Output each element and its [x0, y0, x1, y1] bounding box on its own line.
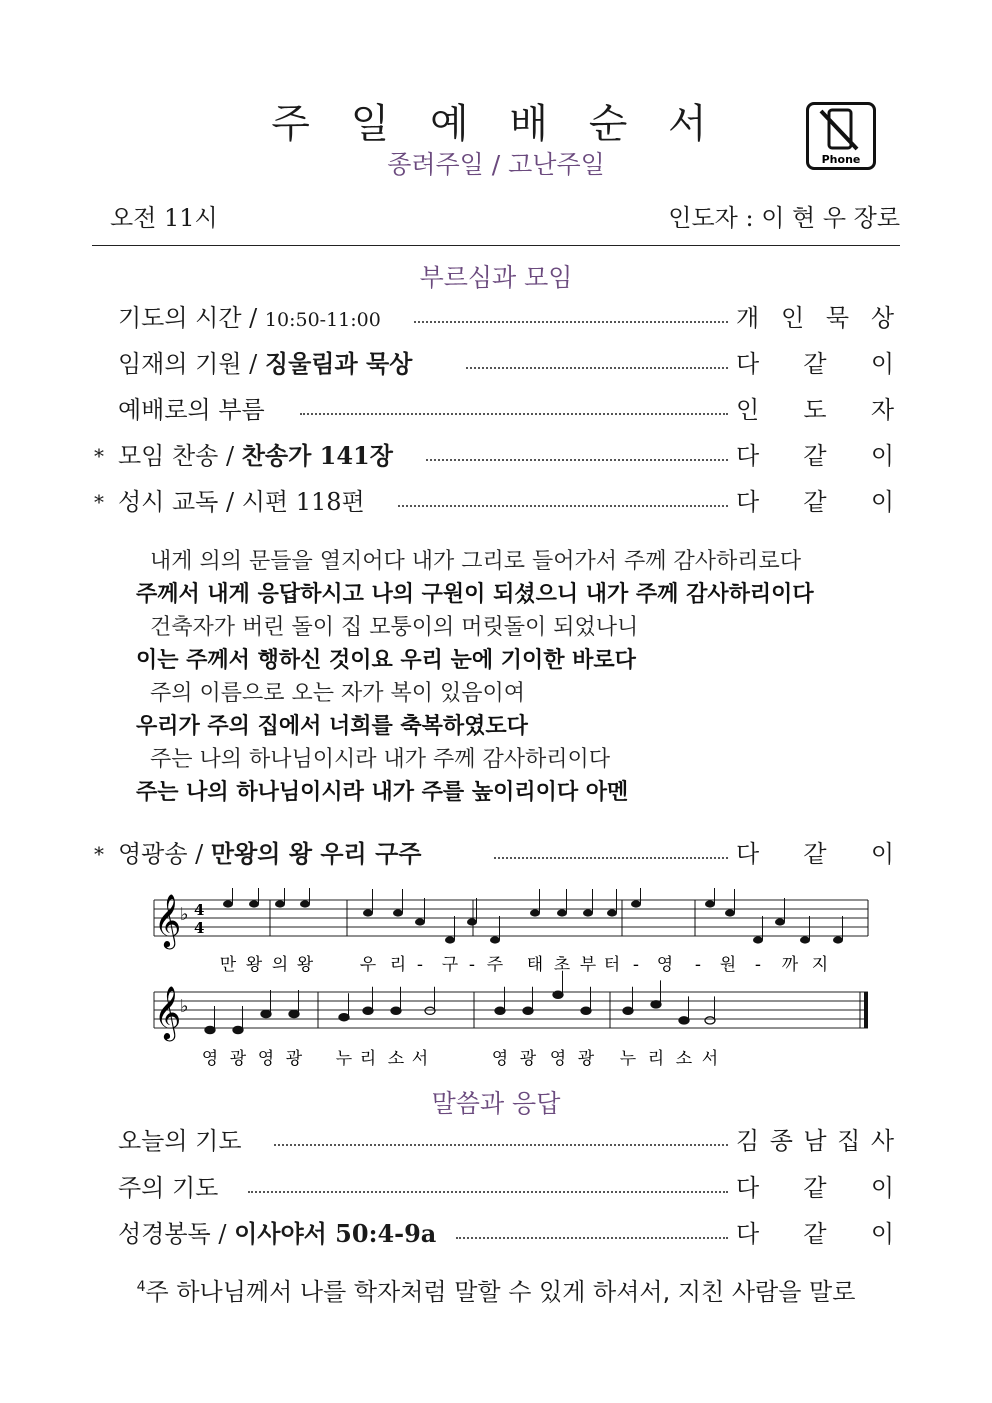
lyric-syllable: 까	[781, 955, 799, 975]
note-head	[495, 1007, 505, 1014]
note-head	[530, 909, 540, 916]
lyric-syllable: 영	[656, 955, 674, 975]
lyric-syllable: 광	[519, 1049, 537, 1069]
lyric-syllable: 만	[219, 955, 237, 975]
psalm-line: 건축자가 버린 돌이 집 모퉁이의 머릿돌이 되었나니	[150, 615, 639, 640]
order-row	[94, 1170, 900, 1206]
psalm-line-response: 우리가 주의 집에서 너희를 축복하였도다	[136, 714, 528, 739]
page-subtitle: 종려주일 / 고난주일	[387, 150, 605, 179]
section-title-gathering: 부르심과 모임	[419, 263, 573, 292]
order-row	[94, 1123, 900, 1159]
note-head	[557, 909, 567, 916]
note-head	[631, 900, 641, 907]
lyric-syllable: 왕	[296, 955, 314, 975]
leader-dots	[426, 459, 728, 461]
lyric-syllable: 리	[359, 1049, 377, 1069]
lyric-syllable: 누	[335, 1049, 353, 1069]
leader-dots	[248, 1191, 728, 1193]
note-head	[363, 909, 373, 916]
phone-label: Phone	[821, 153, 861, 166]
lyric-syllable: 리	[647, 1049, 665, 1069]
note-head	[205, 1026, 215, 1033]
treble-clef-icon: 𝄞	[154, 985, 182, 1039]
lyric-syllable: -	[468, 955, 476, 975]
order-item-performer: 다 같 이	[736, 488, 894, 516]
music-score	[150, 888, 880, 1077]
lyric-syllable: 왕	[245, 955, 263, 975]
lyric-syllable: -	[754, 955, 762, 975]
order-item-performer: 다 같 이	[736, 350, 894, 378]
leader-dots	[274, 1144, 728, 1146]
standing-mark: *	[94, 444, 104, 468]
lyric-syllable: 지	[811, 955, 829, 975]
lyric-syllable: 초	[553, 955, 571, 975]
psalm-line-response: 주는 나의 하나님이시라 내가 주를 높이리이다 아멘	[136, 780, 629, 805]
order-item-label: 기도의 시간 / 10:50-11:00	[118, 304, 381, 332]
order-item-performer: 다 같 이	[736, 1220, 894, 1248]
psalm-line: 주의 이름으로 오는 자가 복이 있음이여	[150, 681, 525, 706]
note-head	[233, 1026, 243, 1033]
lyric-syllable: 소	[675, 1049, 693, 1069]
page-title: 주 일 예 배 순 서	[271, 101, 721, 147]
order-item-performer: 김 종 남 집 사	[736, 1127, 894, 1155]
note-head	[249, 900, 259, 907]
psalm-line-response: 이는 주께서 행하신 것이요 우리 눈에 기이한 바로다	[136, 648, 636, 673]
note-head	[393, 909, 403, 916]
note-head	[363, 1007, 373, 1014]
note-head	[705, 900, 715, 907]
order-item-performer: 다 같 이	[736, 442, 894, 470]
service-time: 오전 11시	[110, 204, 218, 232]
note-head	[391, 1007, 401, 1014]
order-row	[94, 438, 900, 474]
order-item-performer: 다 같 이	[736, 1174, 894, 1202]
treble-clef-icon: 𝄞	[154, 893, 182, 947]
note-head	[679, 1017, 689, 1024]
flat-icon: ♭	[180, 996, 189, 1017]
note-head	[425, 1007, 435, 1014]
standing-mark: *	[94, 490, 104, 514]
order-item-performer: 개 인 묵 상	[736, 304, 894, 332]
lyric-syllable: 영	[201, 1049, 219, 1069]
order-row	[94, 484, 900, 520]
note-head	[223, 900, 233, 907]
note-head	[261, 1010, 271, 1017]
order-row	[94, 300, 900, 336]
scripture-reading	[0, 1272, 992, 1307]
psalm-reading	[136, 545, 896, 809]
note-head	[300, 900, 310, 907]
note-head	[581, 1007, 591, 1014]
note-head	[339, 1014, 349, 1021]
order-row	[94, 392, 900, 428]
lyric-syllable: 광	[577, 1049, 595, 1069]
note-head	[623, 1007, 633, 1014]
psalm-line: 내게 의의 문들을 열지어다 내가 그리로 들어가서 주께 감사하리로다	[150, 549, 802, 574]
order-item-label: 모임 찬송 / 찬송가 141장	[118, 441, 393, 470]
leader-dots	[414, 321, 728, 323]
note-head	[651, 1001, 661, 1008]
order-item-label: 오늘의 기도	[118, 1127, 242, 1155]
lyric-syllable: 구	[441, 955, 459, 975]
doxology-label: 영광송 / 만왕의 왕 우리 구주	[118, 839, 422, 868]
verse-number: 4	[136, 1279, 146, 1295]
lyric-syllable: 광	[229, 1049, 247, 1069]
lyric-syllable: 의	[271, 955, 289, 975]
lyric-syllable: 부	[579, 955, 597, 975]
note-head	[583, 909, 593, 916]
lyric-syllable: 영	[491, 1049, 509, 1069]
section-title-word: 말씀과 응답	[431, 1089, 561, 1118]
order-row	[94, 346, 900, 382]
doxology-row	[94, 836, 900, 872]
psalm-line-response: 주께서 내게 응답하시고 나의 구원이 되셨으니 내가 주께 감사하리이다	[136, 582, 814, 607]
lyric-syllable: 서	[411, 1049, 429, 1069]
note-head	[553, 991, 563, 998]
lyric-syllable: 영	[549, 1049, 567, 1069]
order-item-label: 성시 교독 / 시편 118편	[118, 488, 365, 516]
lyric-syllable: 우	[359, 955, 377, 975]
note-head	[523, 1007, 533, 1014]
lyric-syllable: 서	[701, 1049, 719, 1069]
lyric-syllable: 누	[619, 1049, 637, 1069]
lyric-syllable: 터	[603, 955, 621, 975]
note-head	[833, 936, 843, 943]
note-head	[275, 900, 285, 907]
order-item-label: 성경봉독 / 이사야서 50:4-9a	[118, 1219, 437, 1248]
no-phone-icon	[806, 102, 876, 170]
score-staff	[150, 888, 880, 1073]
lyric-syllable: 주	[486, 955, 504, 975]
order-item-label: 예배로의 부름	[118, 396, 265, 424]
lyric-syllable: -	[694, 955, 702, 975]
time-signature-bottom: 4	[194, 919, 205, 937]
note-head	[415, 918, 425, 925]
service-leader: 인도자 : 이 현 우 장로	[668, 204, 900, 232]
leader-dots	[300, 413, 728, 415]
leader-dots	[494, 857, 728, 859]
order-item-label: 주의 기도	[118, 1174, 219, 1202]
note-head	[753, 936, 763, 943]
note-head	[775, 918, 785, 925]
verse-text: 주 하나님께서 나를 학자처럼 말할 수 있게 하셔서, 지친 사람을 말로	[145, 1278, 856, 1306]
note-head	[445, 936, 455, 943]
note-head	[800, 936, 810, 943]
lyric-syllable: 태	[526, 955, 544, 975]
standing-mark: *	[94, 842, 104, 866]
lyric-syllable: 원	[719, 955, 737, 975]
note-head	[467, 918, 477, 925]
time-signature-top: 4	[194, 901, 205, 919]
header-divider	[92, 245, 900, 246]
lyric-syllable: -	[416, 955, 424, 975]
leader-dots	[398, 505, 728, 507]
note-head	[705, 1017, 715, 1024]
leader-dots	[456, 1237, 728, 1239]
lyric-syllable: 광	[285, 1049, 303, 1069]
order-item-label: 임재의 기원 / 징울림과 묵상	[118, 349, 413, 378]
psalm-line: 주는 나의 하나님이시라 내가 주께 감사하리이다	[150, 747, 611, 772]
order-row	[94, 1216, 900, 1252]
flat-icon: ♭	[180, 904, 189, 925]
doxology-performer: 다 같 이	[736, 840, 894, 868]
note-head	[289, 1010, 299, 1017]
order-item-performer: 인 도 자	[736, 396, 894, 424]
lyric-syllable: 영	[257, 1049, 275, 1069]
lyric-syllable: -	[632, 955, 640, 975]
leader-dots	[466, 367, 728, 369]
lyric-syllable: 리	[389, 955, 407, 975]
note-head	[725, 909, 735, 916]
lyric-syllable: 소	[387, 1049, 405, 1069]
note-head	[607, 909, 617, 916]
note-head	[490, 936, 500, 943]
